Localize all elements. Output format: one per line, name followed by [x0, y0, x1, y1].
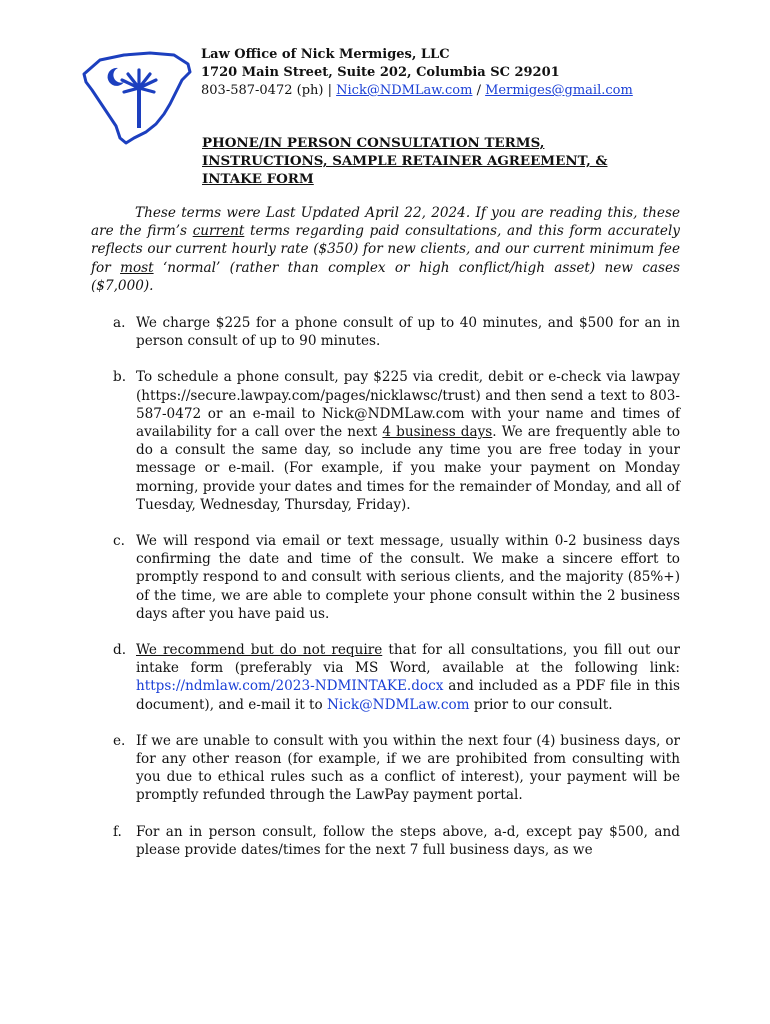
list-marker: f. — [113, 823, 122, 840]
contact-line — [201, 82, 633, 100]
address-separator: , — [407, 65, 417, 80]
list-marker: d. — [113, 642, 127, 659]
list-item-d — [113, 641, 680, 714]
letterhead — [201, 46, 633, 100]
phone-number: 803-587-0472 (ph) | — [201, 83, 337, 98]
email-separator: / — [472, 83, 486, 98]
list-item-text: For an in person consult, follow the steps above, a-d, except pay $500, and please provide dates/times for the next 7 full business days, as we — [136, 823, 680, 858]
business-days-underlined: 4 business days — [382, 424, 493, 441]
list-item-f — [113, 823, 680, 859]
list-item-text: prior to our consult. — [469, 696, 613, 713]
intake-form-link[interactable]: https://ndmlaw.com/2023-NDMINTAKE.docx — [136, 678, 444, 695]
street-address: 1720 Main Street, Suite 202 — [201, 65, 407, 80]
firm-name: Law Office of Nick Mermiges, LLC — [201, 47, 450, 62]
list-marker: a. — [113, 315, 126, 331]
intro-paragraph — [91, 204, 680, 295]
intro-text-3: ‘normal’ (rather than complex or high conflict/high asset) new cases ($7,000). — [91, 259, 680, 294]
address — [201, 64, 633, 82]
intro-text-1: These terms were Last Updated April 22, 2024. If you are reading this, these are the firm’s — [91, 205, 680, 240]
intro-most-underlined: most — [120, 259, 154, 276]
list-marker: b. — [113, 369, 127, 386]
list-item-text: If we are unable to consult with you within the next four (4) business days, or for any other reason (for example, if we are prohibited from consulting with you due to ethical rules such as a conflict of interest), your payment will be promptly refunded through the LawPay payment portal. — [136, 732, 680, 804]
list-marker: e. — [113, 732, 126, 749]
list-item-text: that for all consultations, you fill out our intake form (preferably via MS Word, available at the following link: — [136, 642, 680, 677]
list-item-text: To schedule a phone consult, pay $225 via credit, debit or e-check via lawpay (https://secure.lawpay.com/pages/nicklawsc/trust) and then send a text to 803-587-0472 or an e-mail to Nick@NDMLaw.com with your name and times of availability for a call over the next — [136, 369, 680, 441]
list-item-text: and included as a PDF file in this document), and e-mail it to — [136, 678, 680, 713]
list-item-text: We charge $225 for a phone consult of up to 40 minutes, and $500 for an in person consult of up to 90 minutes. — [136, 315, 680, 350]
list-item-a — [113, 314, 680, 350]
list-item-text: . We are frequently able to do a consult the same day, so include any time you are free today in your message or e-mail. (For example, if you make your payment on Monday morning, provide your dates and times for the remainder of Monday, and all of Tuesday, Wednesday, Thursday, Friday). — [136, 424, 680, 513]
recommendation-underlined: We recommend but do not require — [136, 642, 383, 659]
list-marker: c. — [113, 533, 125, 550]
list-item-c — [113, 532, 680, 623]
email-link-inline[interactable]: Nick@NDMLaw.com — [326, 696, 470, 713]
email-link-nick[interactable]: Nick@NDMLaw.com — [336, 83, 473, 98]
south-carolina-palmetto-logo — [80, 50, 192, 146]
list-item-e — [113, 732, 680, 805]
city-state-zip: Columbia SC 29201 — [416, 65, 560, 80]
email-link-mermiges[interactable]: Mermiges@gmail.com — [485, 83, 633, 98]
list-item-text: We will respond via email or text message, usually within 0-2 business days confirming the date and time of the consult. We make a sincere effort to promptly respond to and consult with serious clients, and the majority (85%+) of the time, we are able to complete your phone consult within the 2 business days after you have paid us. — [136, 533, 680, 622]
intro-text-2: terms regarding paid consultations, and this form accurately reflects our current hourly rate ($350) for new clients, and our current minimum fee for — [91, 223, 680, 276]
list-item-b — [113, 368, 680, 514]
intro-current-underlined: current — [192, 223, 245, 240]
terms-list — [113, 314, 680, 877]
document-title: PHONE/IN PERSON CONSULTATION TERMS, INSTRUCTIONS, SAMPLE RETAINER AGREEMENT, & INTAKE FORM — [202, 135, 608, 187]
